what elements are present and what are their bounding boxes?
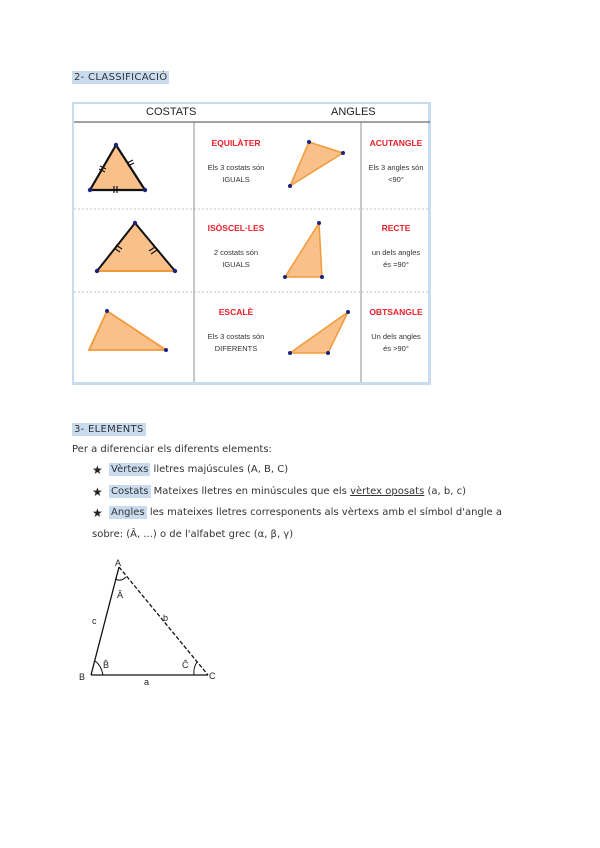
recte-desc: un dels angles és =90° — [371, 248, 421, 269]
table-graphics — [0, 0, 600, 420]
elements-intro: Per a diferenciar els diferents elements: — [72, 444, 272, 455]
equilateral-triangle — [88, 143, 147, 193]
header-costats: COSTATS — [146, 106, 197, 118]
recte-title: RECTE — [381, 223, 411, 233]
side-c-label: c — [92, 616, 97, 626]
section-heading-classificacio: 2- CLASSIFICACIÓ — [74, 72, 168, 83]
angle-b-label: B̂ — [103, 660, 110, 670]
obtsangle-desc: Un dels angles és >90° — [371, 332, 421, 353]
side-b-label: b — [163, 613, 169, 623]
section-heading-elements: 3- ELEMENTS — [74, 424, 144, 435]
escale-title: ESCALÈ — [218, 307, 254, 317]
acutangle-title: ACUTANGLE — [369, 138, 423, 148]
star-icon: ★ — [92, 506, 103, 520]
acutangle-desc: Els 3 angles són <90° — [368, 163, 424, 184]
vertex-b-label: B — [79, 672, 86, 682]
isosceles-desc: 2 costats són IGUALS — [213, 248, 259, 269]
isosceles-title: ISÒSCEL·LES — [207, 223, 265, 233]
side-a-label: a — [144, 677, 150, 687]
equilater-title: EQUILÀTER — [211, 138, 261, 148]
angle-c-label: Ĉ — [182, 660, 189, 670]
angle-a-label: Â — [117, 590, 124, 600]
acute-triangle — [288, 140, 345, 188]
equilater-desc: Els 3 costats són IGUALS — [207, 163, 265, 184]
vertex-a-label: A — [115, 558, 122, 568]
star-icon: ★ — [92, 463, 103, 477]
star-icon: ★ — [92, 485, 103, 499]
right-triangle — [283, 221, 324, 279]
isosceles-triangle — [95, 221, 177, 273]
header-angles: ANGLES — [331, 106, 376, 118]
scalene-triangle — [89, 309, 168, 352]
triangle-abc-diagram — [70, 555, 240, 690]
obtsangle-title: OBTSANGLE — [369, 307, 423, 317]
vertex-c-label: C — [209, 671, 216, 681]
escale-desc: Els 3 costats són DIFERENTS — [207, 332, 265, 353]
obtuse-triangle — [288, 310, 350, 355]
